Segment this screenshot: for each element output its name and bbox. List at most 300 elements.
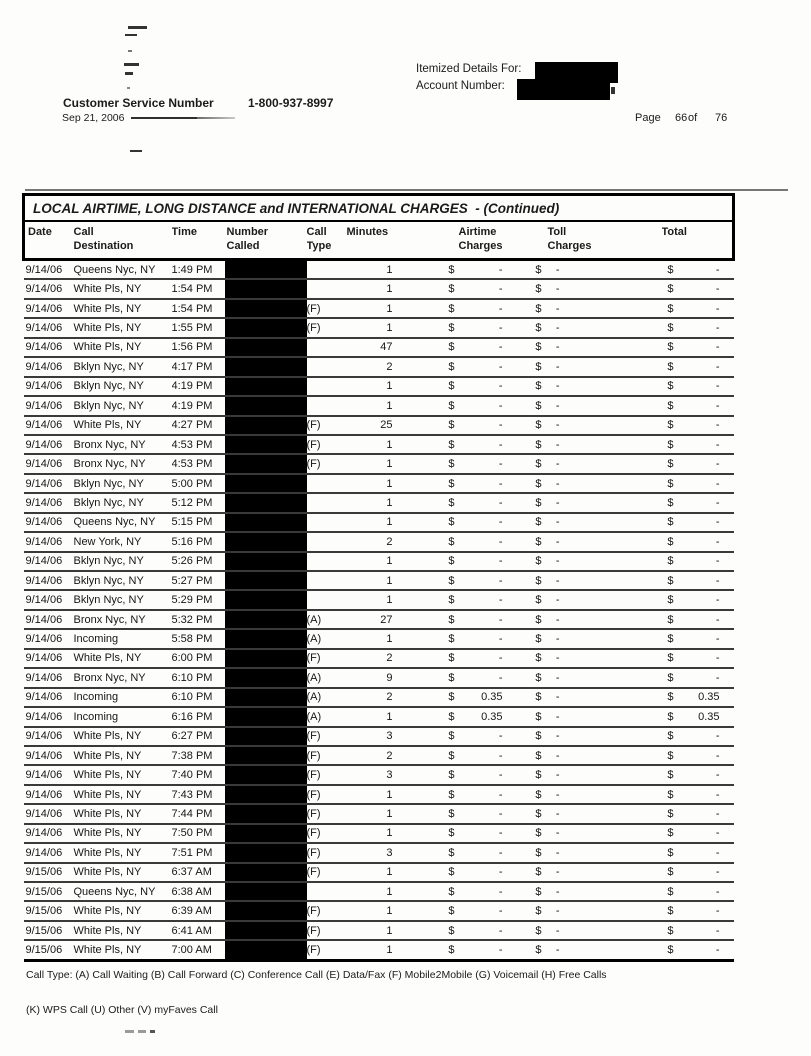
cell-call-type: (A)	[307, 707, 347, 726]
cell-airtime-charge: -	[457, 513, 505, 532]
cell-airtime-charge: -	[457, 299, 505, 318]
cell-call-type: (F)	[307, 416, 347, 435]
column-header-line2: Type	[306, 239, 332, 252]
cell-time: 4:27 PM	[172, 416, 225, 435]
dollar-sign: $	[662, 688, 676, 707]
cell-destination: White Pls, NY	[72, 921, 172, 940]
call-rows	[24, 260, 734, 961]
cell-call-type: (F)	[307, 921, 347, 940]
cell-airtime-charge: -	[457, 824, 505, 843]
column-header-line1: Airtime	[458, 226, 497, 238]
dollar-sign: $	[505, 279, 544, 298]
cell-number-called-redacted	[225, 629, 307, 648]
column-header-line1: Time	[171, 226, 197, 238]
scan-artifact	[128, 50, 132, 52]
dollar-sign: $	[662, 396, 676, 415]
dollar-sign: $	[395, 863, 457, 882]
dollar-sign: $	[505, 590, 544, 609]
table-row	[24, 688, 734, 707]
cell-pad	[722, 882, 734, 901]
page-total: 76	[715, 112, 728, 124]
cell-pad	[722, 454, 734, 473]
cell-call-type	[307, 882, 347, 901]
table-row	[24, 921, 734, 940]
table-row	[24, 318, 734, 337]
cell-total-charge: -	[676, 435, 722, 454]
dollar-sign: $	[662, 513, 676, 532]
cell-total-charge: -	[676, 552, 722, 571]
table-row	[24, 377, 734, 396]
column-header-line1: Call	[306, 226, 327, 238]
cell-pad	[722, 804, 734, 823]
cell-number-called-redacted	[225, 668, 307, 687]
dollar-sign: $	[505, 377, 544, 396]
cell-destination: New York, NY	[72, 532, 172, 551]
dollar-sign: $	[662, 901, 676, 920]
cell-time: 4:19 PM	[172, 377, 225, 396]
cell-toll-charge: -	[544, 377, 562, 396]
cell-total-charge: 0.35	[676, 688, 722, 707]
dollar-sign: $	[395, 629, 457, 648]
cell-minutes: 2	[347, 532, 395, 551]
dollar-sign: $	[505, 824, 544, 843]
cell-date: 9/14/06	[24, 532, 72, 551]
cell-call-type	[307, 377, 347, 396]
cell-destination: Bronx Nyc, NY	[72, 435, 172, 454]
cell-spacer	[562, 474, 662, 493]
cell-number-called-redacted	[225, 493, 307, 512]
page-of-label: of	[688, 112, 698, 124]
cell-minutes: 3	[347, 843, 395, 862]
cell-destination: Bronx Nyc, NY	[72, 454, 172, 473]
cell-total-charge: -	[676, 629, 722, 648]
cell-toll-charge: -	[544, 590, 562, 609]
table-row	[24, 357, 734, 376]
cell-destination: White Pls, NY	[72, 843, 172, 862]
cell-number-called-redacted	[225, 804, 307, 823]
dollar-sign: $	[395, 940, 457, 960]
cell-minutes: 25	[347, 416, 395, 435]
cell-date: 9/14/06	[24, 610, 72, 629]
cell-toll-charge: -	[544, 260, 562, 280]
cell-spacer	[562, 416, 662, 435]
dollar-sign: $	[662, 318, 676, 337]
cell-pad	[722, 629, 734, 648]
cell-spacer	[562, 260, 662, 280]
cell-toll-charge: -	[544, 843, 562, 862]
cell-toll-charge: -	[544, 474, 562, 493]
dollar-sign: $	[505, 688, 544, 707]
cell-total-charge: -	[676, 416, 722, 435]
cell-airtime-charge: -	[457, 863, 505, 882]
cell-spacer	[562, 493, 662, 512]
dollar-sign: $	[505, 435, 544, 454]
cell-airtime-charge: -	[457, 901, 505, 920]
cell-destination: White Pls, NY	[72, 940, 172, 960]
cell-toll-charge: -	[544, 785, 562, 804]
cell-spacer	[562, 629, 662, 648]
dollar-sign: $	[395, 532, 457, 551]
column-header	[457, 221, 544, 260]
cell-call-type: (F)	[307, 765, 347, 784]
cell-spacer	[562, 746, 662, 765]
cell-minutes: 27	[347, 610, 395, 629]
dollar-sign: $	[662, 279, 676, 298]
dollar-sign: $	[505, 649, 544, 668]
cell-time: 1:54 PM	[172, 279, 225, 298]
cell-date: 9/14/06	[24, 707, 72, 726]
cell-destination: Bklyn Nyc, NY	[72, 357, 172, 376]
cell-number-called-redacted	[225, 299, 307, 318]
table-row	[24, 940, 734, 960]
cell-pad	[722, 590, 734, 609]
cell-airtime-charge: -	[457, 765, 505, 784]
dollar-sign: $	[662, 804, 676, 823]
table-row	[24, 727, 734, 746]
scan-line	[131, 117, 197, 119]
column-header-line2: Charges	[458, 239, 503, 252]
cell-pad	[722, 824, 734, 843]
cell-number-called-redacted	[225, 785, 307, 804]
dollar-sign: $	[395, 454, 457, 473]
cell-minutes: 1	[347, 824, 395, 843]
cell-destination: Bklyn Nyc, NY	[72, 474, 172, 493]
cell-call-type: (F)	[307, 863, 347, 882]
cell-number-called-redacted	[225, 610, 307, 629]
cell-number-called-redacted	[225, 901, 307, 920]
table-title: LOCAL AIRTIME, LONG DISTANCE and INTERNATIONAL CHARGES - (Continued)	[24, 195, 734, 222]
cell-airtime-charge: -	[457, 785, 505, 804]
cell-minutes: 1	[347, 707, 395, 726]
cell-date: 9/14/06	[24, 590, 72, 609]
cell-time: 7:00 AM	[172, 940, 225, 960]
cell-date: 9/14/06	[24, 474, 72, 493]
cell-time: 1:49 PM	[172, 260, 225, 280]
cell-date: 9/15/06	[24, 863, 72, 882]
cell-airtime-charge: -	[457, 416, 505, 435]
cell-destination: Incoming	[72, 688, 172, 707]
cell-number-called-redacted	[225, 921, 307, 940]
cell-spacer	[562, 532, 662, 551]
table-row	[24, 785, 734, 804]
cell-spacer	[562, 454, 662, 473]
dollar-sign: $	[395, 357, 457, 376]
cell-total-charge: -	[676, 377, 722, 396]
cell-pad	[722, 318, 734, 337]
cell-call-type	[307, 532, 347, 551]
cell-number-called-redacted	[225, 649, 307, 668]
column-header-line2: Charges	[547, 239, 592, 252]
dollar-sign: $	[662, 416, 676, 435]
cell-pad	[722, 688, 734, 707]
dollar-sign: $	[662, 338, 676, 357]
cell-call-type	[307, 493, 347, 512]
cell-call-type: (F)	[307, 824, 347, 843]
cell-toll-charge: -	[544, 416, 562, 435]
cell-toll-charge: -	[544, 338, 562, 357]
cell-number-called-redacted	[225, 590, 307, 609]
cell-spacer	[562, 940, 662, 960]
table-row	[24, 493, 734, 512]
cell-minutes: 1	[347, 279, 395, 298]
cell-date: 9/15/06	[24, 901, 72, 920]
column-header	[307, 221, 347, 260]
cell-spacer	[562, 824, 662, 843]
table-row	[24, 668, 734, 687]
column-header-pad	[722, 221, 734, 260]
table-row	[24, 260, 734, 280]
cell-pad	[722, 649, 734, 668]
dollar-sign: $	[395, 707, 457, 726]
cell-destination: Queens Nyc, NY	[72, 260, 172, 280]
cell-minutes: 1	[347, 377, 395, 396]
dollar-sign: $	[395, 396, 457, 415]
dollar-sign: $	[505, 843, 544, 862]
cell-minutes: 1	[347, 629, 395, 648]
cell-total-charge: -	[676, 649, 722, 668]
cell-pad	[722, 338, 734, 357]
cell-call-type: (A)	[307, 668, 347, 687]
dollar-sign: $	[662, 668, 676, 687]
cell-time: 6:10 PM	[172, 668, 225, 687]
cell-toll-charge: -	[544, 765, 562, 784]
dollar-sign: $	[662, 474, 676, 493]
table-row	[24, 474, 734, 493]
cell-number-called-redacted	[225, 279, 307, 298]
dollar-sign: $	[662, 260, 676, 280]
cell-time: 1:55 PM	[172, 318, 225, 337]
cell-time: 1:56 PM	[172, 338, 225, 357]
cell-destination: White Pls, NY	[72, 649, 172, 668]
cell-total-charge: -	[676, 746, 722, 765]
cell-airtime-charge: -	[457, 746, 505, 765]
cell-minutes: 1	[347, 863, 395, 882]
cell-toll-charge: -	[544, 746, 562, 765]
cell-date: 9/14/06	[24, 299, 72, 318]
cell-call-type: (F)	[307, 940, 347, 960]
cell-airtime-charge: -	[457, 318, 505, 337]
cell-number-called-redacted	[225, 552, 307, 571]
cell-date: 9/14/06	[24, 552, 72, 571]
cell-pad	[722, 279, 734, 298]
cell-airtime-charge: -	[457, 590, 505, 609]
cell-call-type: (F)	[307, 435, 347, 454]
cell-total-charge: -	[676, 863, 722, 882]
column-header-line1: Call	[73, 226, 94, 238]
table-row	[24, 804, 734, 823]
cell-call-type	[307, 279, 347, 298]
cell-minutes: 1	[347, 299, 395, 318]
cell-total-charge: -	[676, 901, 722, 920]
cell-destination: White Pls, NY	[72, 416, 172, 435]
cell-total-charge: -	[676, 396, 722, 415]
cell-pad	[722, 668, 734, 687]
cell-minutes: 2	[347, 688, 395, 707]
column-header	[72, 221, 172, 260]
table-row	[24, 629, 734, 648]
cell-spacer	[562, 882, 662, 901]
column-header	[347, 221, 457, 260]
table-row	[24, 590, 734, 609]
dollar-sign: $	[505, 765, 544, 784]
cell-airtime-charge: -	[457, 532, 505, 551]
cell-pad	[722, 901, 734, 920]
cell-minutes: 1	[347, 921, 395, 940]
dollar-sign: $	[662, 863, 676, 882]
cell-spacer	[562, 901, 662, 920]
cell-number-called-redacted	[225, 435, 307, 454]
dollar-sign: $	[662, 940, 676, 960]
dollar-sign: $	[662, 785, 676, 804]
cell-airtime-charge: -	[457, 377, 505, 396]
dollar-sign: $	[662, 882, 676, 901]
cell-total-charge: -	[676, 940, 722, 960]
table-row	[24, 649, 734, 668]
cell-destination: White Pls, NY	[72, 318, 172, 337]
dollar-sign: $	[662, 921, 676, 940]
cell-destination: White Pls, NY	[72, 299, 172, 318]
cell-number-called-redacted	[225, 454, 307, 473]
cell-total-charge: -	[676, 610, 722, 629]
dollar-sign: $	[662, 454, 676, 473]
cell-spacer	[562, 843, 662, 862]
cell-number-called-redacted	[225, 843, 307, 862]
dollar-sign: $	[662, 435, 676, 454]
cell-call-type: (F)	[307, 746, 347, 765]
dollar-sign: $	[395, 921, 457, 940]
cell-number-called-redacted	[225, 474, 307, 493]
dollar-sign: $	[395, 260, 457, 280]
charges-table	[22, 193, 735, 962]
cell-pad	[722, 260, 734, 280]
column-header	[225, 221, 307, 260]
page-label: Page	[635, 112, 661, 124]
cell-call-type: (F)	[307, 454, 347, 473]
table-row	[24, 707, 734, 726]
cell-destination: White Pls, NY	[72, 765, 172, 784]
dollar-sign: $	[395, 377, 457, 396]
cell-minutes: 47	[347, 338, 395, 357]
cell-time: 7:44 PM	[172, 804, 225, 823]
dollar-sign: $	[395, 513, 457, 532]
table-header-row	[24, 221, 734, 260]
dollar-sign: $	[395, 416, 457, 435]
column-header-line1: Minutes	[346, 226, 389, 238]
dollar-sign: $	[505, 629, 544, 648]
cell-spacer	[562, 765, 662, 784]
cell-destination: Bronx Nyc, NY	[72, 610, 172, 629]
table-row	[24, 513, 734, 532]
cell-call-type	[307, 357, 347, 376]
cell-destination: Bklyn Nyc, NY	[72, 590, 172, 609]
cell-airtime-charge: -	[457, 610, 505, 629]
cell-destination: Bklyn Nyc, NY	[72, 493, 172, 512]
cell-call-type	[307, 396, 347, 415]
table-row	[24, 299, 734, 318]
dollar-sign: $	[662, 532, 676, 551]
cell-toll-charge: -	[544, 921, 562, 940]
cell-minutes: 3	[347, 765, 395, 784]
cell-spacer	[562, 688, 662, 707]
cell-destination: Incoming	[72, 629, 172, 648]
dollar-sign: $	[505, 396, 544, 415]
cell-total-charge: -	[676, 921, 722, 940]
dollar-sign: $	[505, 571, 544, 590]
table-row	[24, 396, 734, 415]
cell-destination: White Pls, NY	[72, 804, 172, 823]
cell-toll-charge: -	[544, 454, 562, 473]
cell-airtime-charge: -	[457, 357, 505, 376]
cell-pad	[722, 513, 734, 532]
cell-airtime-charge: -	[457, 940, 505, 960]
cell-time: 7:50 PM	[172, 824, 225, 843]
cell-number-called-redacted	[225, 532, 307, 551]
dollar-sign: $	[662, 357, 676, 376]
cell-time: 6:00 PM	[172, 649, 225, 668]
cell-minutes: 9	[347, 668, 395, 687]
cell-destination: White Pls, NY	[72, 746, 172, 765]
cell-date: 9/14/06	[24, 785, 72, 804]
cell-time: 5:16 PM	[172, 532, 225, 551]
dollar-sign: $	[662, 843, 676, 862]
dollar-sign: $	[505, 532, 544, 551]
cell-spacer	[562, 338, 662, 357]
cell-minutes: 1	[347, 590, 395, 609]
cell-total-charge: -	[676, 843, 722, 862]
cell-toll-charge: -	[544, 863, 562, 882]
table-row	[24, 746, 734, 765]
cell-time: 6:37 AM	[172, 863, 225, 882]
column-header	[24, 221, 72, 260]
cell-toll-charge: -	[544, 649, 562, 668]
cell-pad	[722, 940, 734, 960]
cell-spacer	[562, 707, 662, 726]
cell-total-charge: -	[676, 785, 722, 804]
dollar-sign: $	[395, 765, 457, 784]
table-title-row	[24, 195, 734, 222]
cell-date: 9/15/06	[24, 921, 72, 940]
cell-total-charge: 0.35	[676, 707, 722, 726]
dollar-sign: $	[505, 863, 544, 882]
cell-time: 6:38 AM	[172, 882, 225, 901]
cell-pad	[722, 785, 734, 804]
page-current: 66	[675, 112, 688, 124]
dollar-sign: $	[505, 804, 544, 823]
cell-toll-charge: -	[544, 357, 562, 376]
dollar-sign: $	[662, 571, 676, 590]
table-row	[24, 571, 734, 590]
dollar-sign: $	[395, 649, 457, 668]
scan-artifact	[125, 34, 137, 36]
dollar-sign: $	[395, 435, 457, 454]
dollar-sign: $	[395, 610, 457, 629]
cell-call-type	[307, 474, 347, 493]
cell-total-charge: -	[676, 260, 722, 280]
table-row	[24, 824, 734, 843]
dollar-sign: $	[395, 668, 457, 687]
cell-destination: White Pls, NY	[72, 727, 172, 746]
cell-date: 9/14/06	[24, 338, 72, 357]
cell-minutes: 1	[347, 493, 395, 512]
cell-minutes: 1	[347, 513, 395, 532]
dollar-sign: $	[505, 454, 544, 473]
dollar-sign: $	[662, 552, 676, 571]
cell-toll-charge: -	[544, 532, 562, 551]
cell-airtime-charge: -	[457, 629, 505, 648]
cell-date: 9/14/06	[24, 843, 72, 862]
call-type-legend-line2: (K) WPS Call (U) Other (V) myFaves Call	[26, 1004, 218, 1016]
dollar-sign: $	[662, 493, 676, 512]
